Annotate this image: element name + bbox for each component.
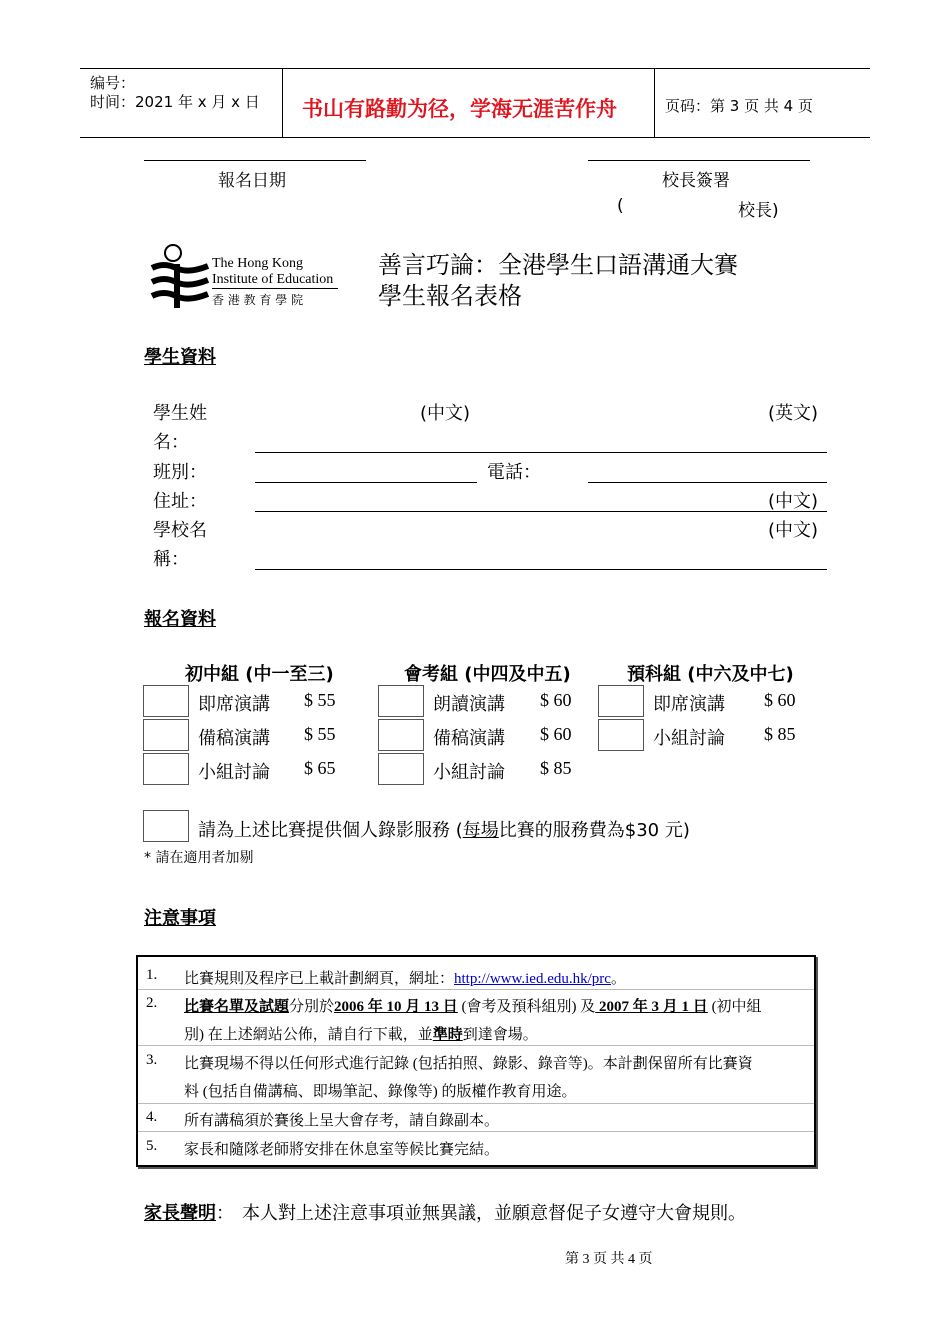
form-title-line2: 學生報名表格 [378,282,522,310]
principal-signature-label: 校長簽署 [662,171,730,191]
group-junior-title: 初中組 (中一至三) [185,664,334,685]
prep-discussion-checkbox[interactable] [598,719,644,751]
junior-impromptu-label: 即席演講 [198,694,270,715]
cert-discussion-price: $ 85 [540,758,572,778]
phone-field[interactable] [588,482,827,483]
group-cert-title: 會考組 (中四及中五) [404,664,571,685]
logo-text-line3: 香 港 教 育 學 院 [212,293,304,307]
prep-discussion-label: 小組討論 [653,728,725,749]
parent-declaration-label: 家長聲明 [144,1203,216,1224]
principal-paren-open: ( [617,196,624,216]
prep-impromptu-price: $ 60 [764,690,796,710]
video-service-label: 請為上述比賽提供個人錄影服務 (每場比賽的服務費為$30 元) [198,820,690,841]
phone-label: 電話： [487,462,541,483]
school-chinese-hint: (中文) [768,520,819,541]
class-field[interactable] [255,482,477,483]
note-divider [138,1045,814,1046]
school-field[interactable] [255,569,827,570]
junior-prepared-price: $ 55 [304,724,336,744]
name-english-hint: (英文) [768,403,819,424]
registration-section-heading: 報名資料 [144,609,216,630]
student-name-label-2: 名： [153,432,189,453]
junior-discussion-checkbox[interactable] [143,753,189,785]
school-label-2: 稱： [153,549,189,570]
date-signature-line [144,160,366,161]
header-meta-cell [80,69,283,137]
motto: 书山有路勤为径，学海无涯苦作舟 [302,97,617,121]
cert-reading-checkbox[interactable] [378,685,424,717]
address-chinese-hint: (中文) [768,491,819,512]
group-prep-title: 預科組 (中六及中七) [627,664,794,685]
junior-discussion-label: 小組討論 [198,762,270,783]
note-divider [138,1103,814,1104]
note-divider [138,989,814,990]
junior-prepared-checkbox[interactable] [143,719,189,751]
notes-box: 1. 比賽規則及程序已上載計劃網頁，網址：http://www.ied.edu.hk/prc。 2. 比賽名單及試題分別於2006 年 10 月 13 日 (會考及預科組別) 及 2007 年 3 月 1 日 (初中組 別) 在上述網站公佈，請自行下載，並準時到達會場。 3. 比賽現場不得以任何形式進行記錄 (包括拍照、錄影、錄音等)。本計劃保留所有比賽資 料 (包括自備講稿、即場筆記、錄像等) 的版權作教育用途。 4. 所有講稿須於賽後上呈大會存考，請自錄副本。 5. 家長和隨隊老師將安排在休息室等候比賽完結。 [136,955,816,1167]
cert-reading-label: 朗讀演講 [433,694,505,715]
address-label: 住址： [153,491,207,512]
cert-reading-price: $ 60 [540,690,572,710]
note-divider [138,1131,814,1132]
form-title-line1: 善言巧論：全港學生口語溝通大賽 [378,251,738,279]
cert-prepared-label: 備稿演講 [433,728,505,749]
address-field[interactable] [255,511,827,512]
junior-prepared-label: 備稿演講 [198,728,270,749]
prep-impromptu-label: 即席演講 [653,694,725,715]
school-label-1: 學校名 [153,520,207,541]
logo-text-line1: The Hong Kong [212,256,303,271]
principal-paren-close: 校長) [738,201,779,221]
notes-section-heading: 注意事項 [144,908,216,929]
number-label: 编号： [90,74,136,92]
name-chinese-hint: (中文) [420,403,471,424]
video-service-checkbox[interactable] [143,810,189,842]
student-name-field[interactable] [255,452,827,453]
prep-discussion-price: $ 85 [764,724,796,744]
registration-date-label: 報名日期 [218,171,286,191]
parent-declaration: 家長聲明： 本人對上述注意事項並無異議，並願意督促子女遵守大會規則。 [144,1203,746,1224]
student-section-heading: 學生資料 [144,347,216,368]
page-info: 页码：第 3 页 共 4 页 [665,97,813,115]
header-motto-cell [282,69,655,137]
hkied-logo-icon [150,244,210,310]
principal-signature-line [588,160,810,161]
date-label: 时间：2021 年 x 月 x 日 [90,93,260,111]
prep-impromptu-checkbox[interactable] [598,685,644,717]
cert-prepared-price: $ 60 [540,724,572,744]
cert-discussion-label: 小組討論 [433,762,505,783]
class-label: 班別： [153,462,207,483]
footer-page-number: 第 3 页 共 4 页 [565,1252,653,1267]
student-name-label-1: 學生姓 [153,403,207,424]
prc-website-link[interactable]: http://www.ied.edu.hk/prc [454,971,611,987]
junior-impromptu-price: $ 55 [304,690,336,710]
page-header [80,68,870,138]
cert-prepared-checkbox[interactable] [378,719,424,751]
cert-discussion-checkbox[interactable] [378,753,424,785]
parent-declaration-text: 本人對上述注意事項並無異議，並願意督促子女遵守大會規則。 [242,1203,746,1223]
logo-text-line2: Institute of Education [212,272,334,287]
junior-impromptu-checkbox[interactable] [143,685,189,717]
logo-divider [212,288,338,289]
junior-discussion-price: $ 65 [304,758,336,778]
header-page-cell [655,69,870,137]
footnote: * 請在適用者加剔 [144,850,254,866]
